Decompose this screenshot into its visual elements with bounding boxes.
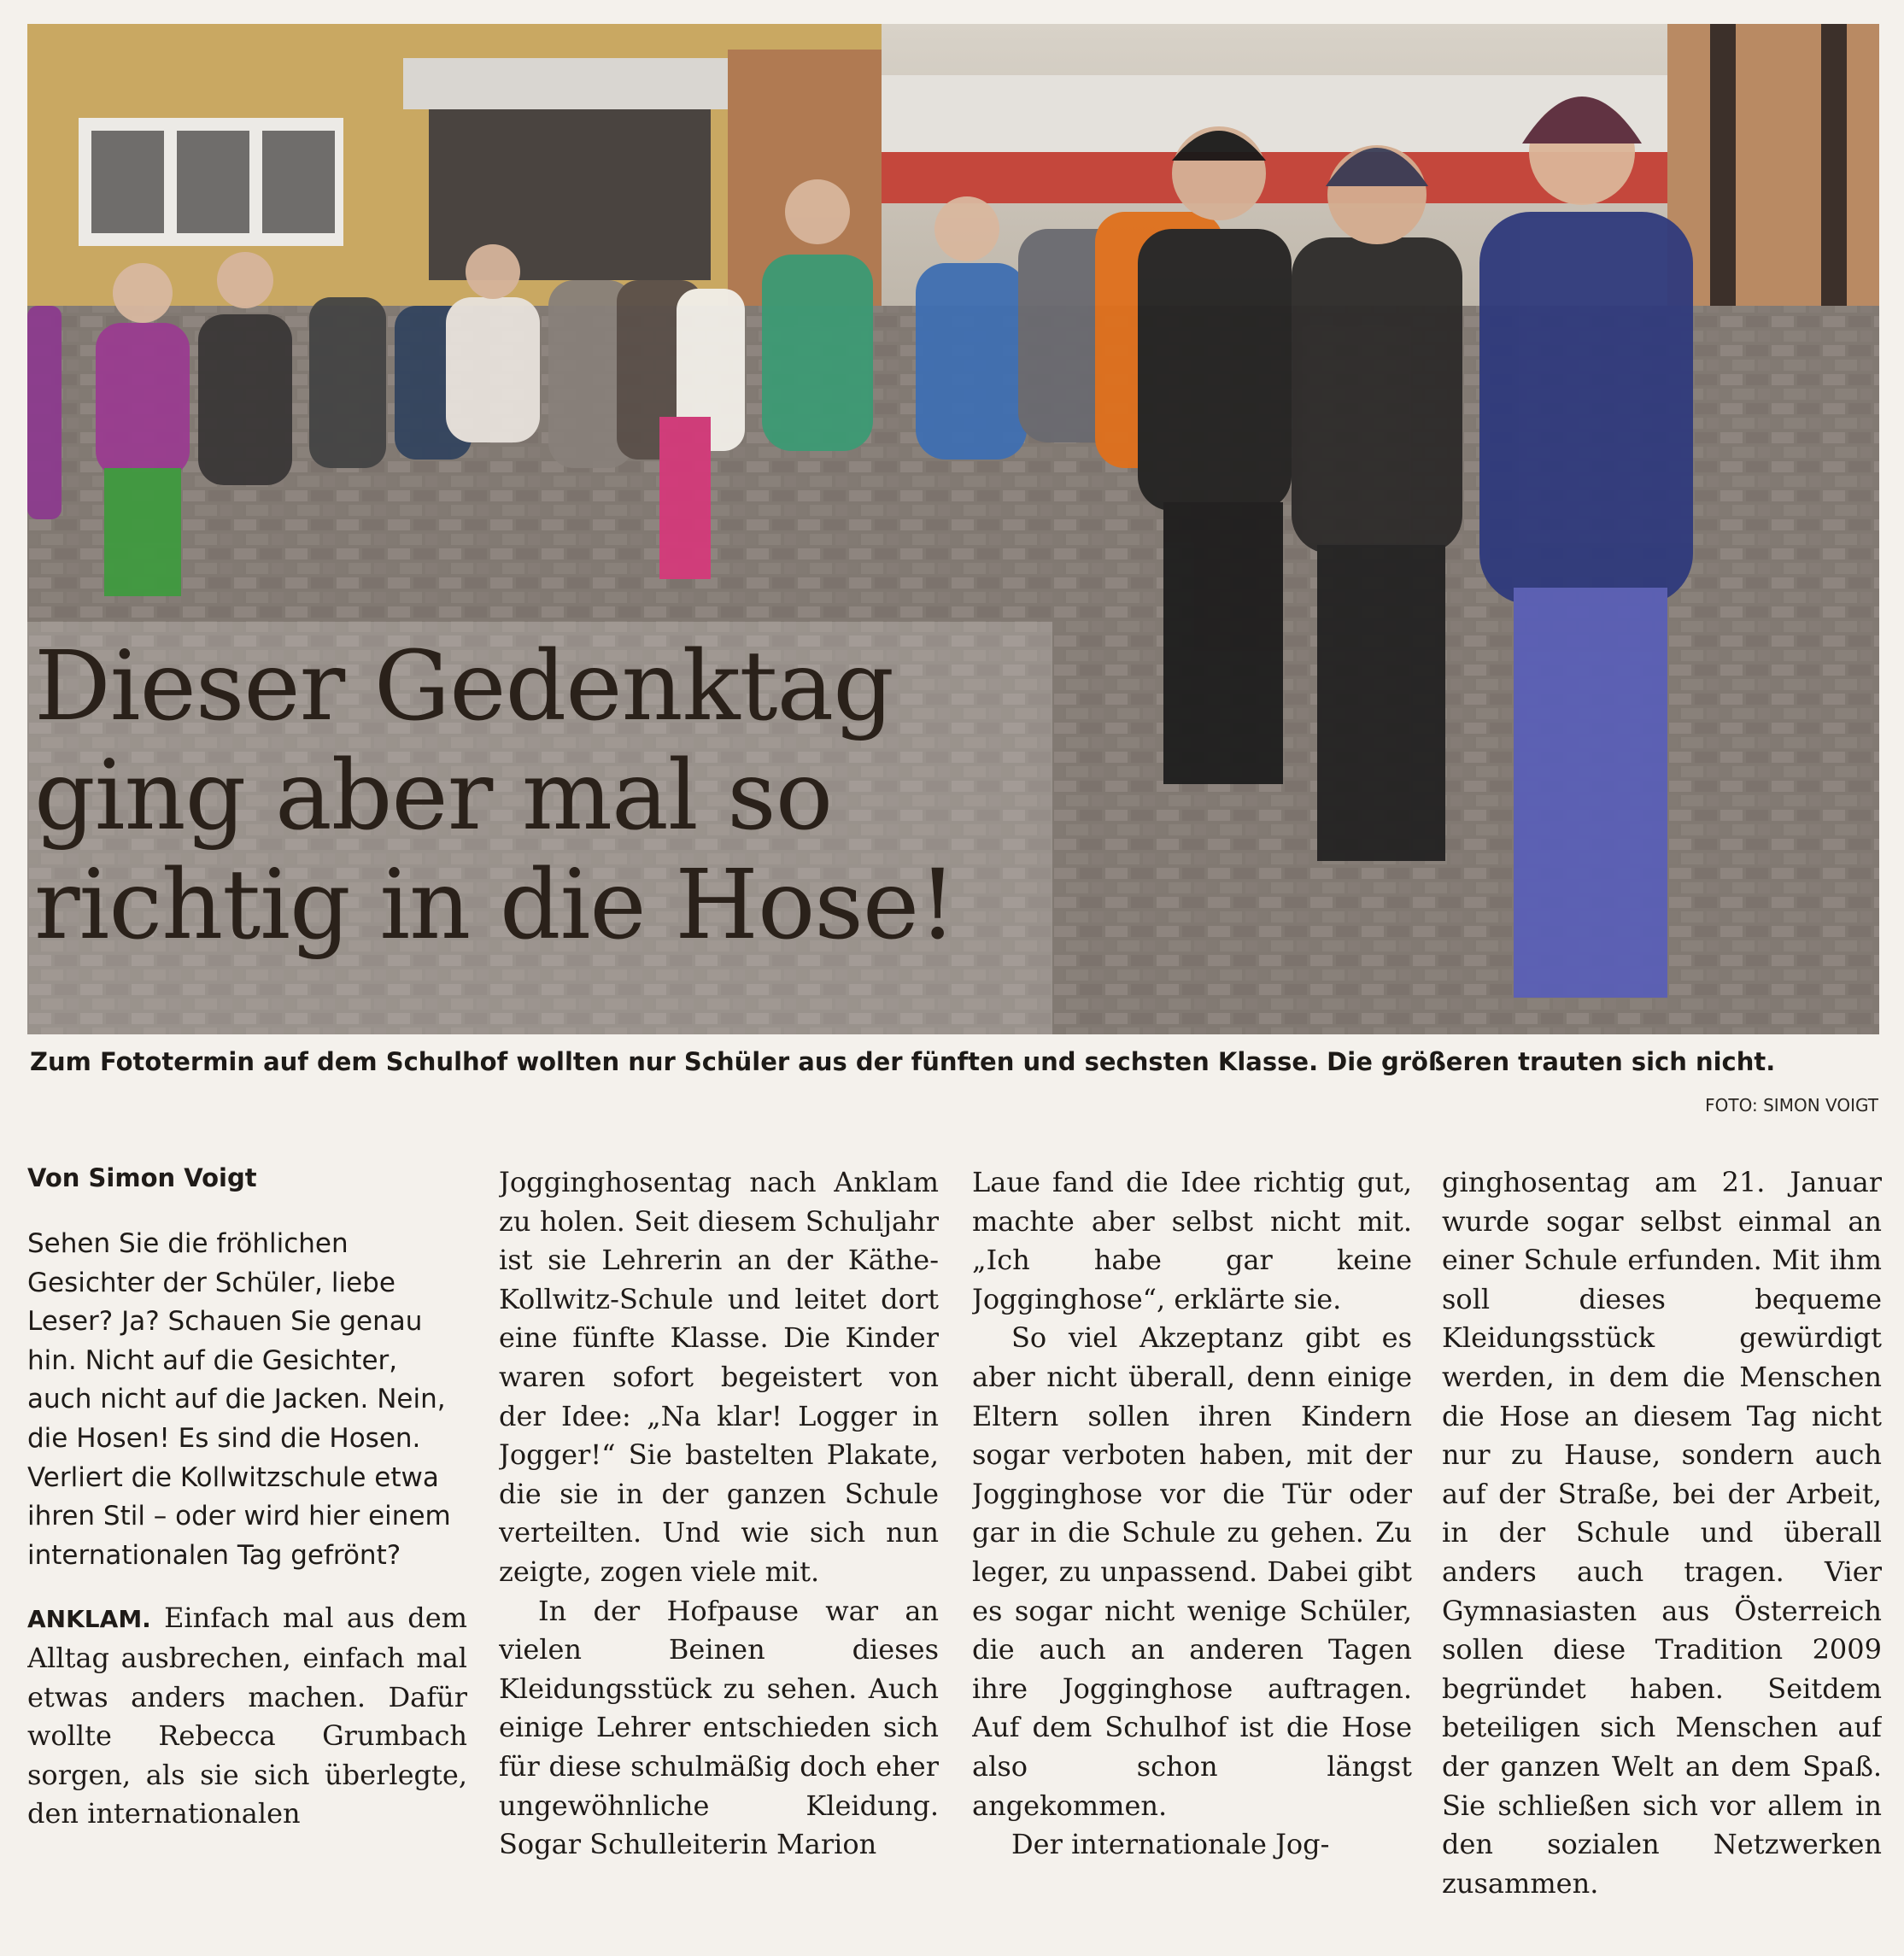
body-paragraph-2-start: In der Hofpause war an vielen Beinen dieses Kleidungsstück zu sehen. Auch einige Lehrer entschieden sich für diese schulmäßig doch eher ungewöhnliche Kleidung. Sogar Schulleiterin Marion <box>499 1594 939 1861</box>
byline: Von Simon Voigt <box>27 1163 257 1192</box>
body-paragraph-4-cont: ginghosentag am 21. Januar wurde sogar selbst einmal an einer Schule erfunden. Mit ihm soll dieses bequeme Kleidungsstück gewürdigt werden, in dem die Menschen die Hose an diesem Tag nicht nur zu Hause, sondern auch auf der Straße, bei der Arbeit, in der Schule und überall anders auch tragen. Vier Gymnasiasten aus Österreich sollen diese Tradition 2009 begründet haben. Seitdem beteiligen sich Menschen auf der ganzen Welt an dem Spaß. Sie schließen sich vor allem in den sozialen Netzwerken zusammen. <box>1442 1166 1882 1900</box>
dateline: ANKLAM. <box>27 1605 151 1634</box>
intro-paragraph: Sehen Sie die fröhlichen Gesichter der Schüler, liebe Leser? Ja? Schauen Sie genau hin. Nicht auf die Gesichter, auch nicht auf die Jacken. Nein, die Hosen! Es sind die Hosen. Verliert die Kollwitzschule etwa ihren Stil – oder wird hier einem internationalen Tag gefrönt? <box>27 1228 451 1571</box>
photo-caption: Zum Fototermin auf dem Schulhof wollten nur Schüler aus der fünften und sechsten Klasse. Die größeren trauten sich nicht. <box>30 1047 1776 1076</box>
photo-credit: FOTO: SIMON VOIGT <box>1705 1095 1878 1116</box>
body-paragraph-2-cont: Laue fand die Idee richtig gut, machte aber selbst nicht mit. „Ich habe gar keine Jogginghose“, erklärte sie. <box>972 1166 1412 1315</box>
body-text: Einfach mal aus dem Alltag ausbrechen, einfach mal etwas anders machen. Dafür wollte Rebecca Grumbach sorgen, als sie sich überlegte, den internationalen <box>27 1602 467 1830</box>
body-paragraph-1-start <box>27 1599 467 1834</box>
article-column-3 <box>972 1163 1412 1932</box>
headline <box>34 632 974 960</box>
article-column-4 <box>1442 1163 1882 1932</box>
article-column-1 <box>27 1163 467 1932</box>
headline-line-2: ging aber mal so <box>34 741 833 852</box>
article-column-2 <box>499 1163 939 1932</box>
body-paragraph-4-start: Der internationale Jog- <box>1011 1828 1330 1861</box>
headline-line-1: Dieser Gedenktag <box>34 631 893 742</box>
body-paragraph-3: So viel Akzeptanz gibt es aber nicht überall, denn einige Eltern sollen ihren Kindern sogar verboten haben, mit der Jogginghose vor die Tür oder gar in die Schule zu gehen. Zu leger, zu unpassend. Dabei gibt es sogar nicht wenige Schüler, die auch an anderen Tagen ihre Jogginghose auftragen. Auf dem Schulhof ist die Hose also schon längst angekommen. <box>972 1321 1412 1822</box>
body-paragraph-1-cont: Jogginghosentag nach Anklam zu holen. Seit diesem Schuljahr ist sie Lehrerin an der Käthe-Kollwitz-Schule und leitet dort eine fünfte Klasse. Die Kinder waren sofort begeistert von der Idee: „Na klar! Logger in Jogger!“ Sie bastelten Plakate, die sie in der ganzen Schule verteilten. Und wie sich nun zeigte, zogen viele mit. <box>499 1166 939 1588</box>
headline-line-3: richtig in die Hose! <box>34 850 957 961</box>
